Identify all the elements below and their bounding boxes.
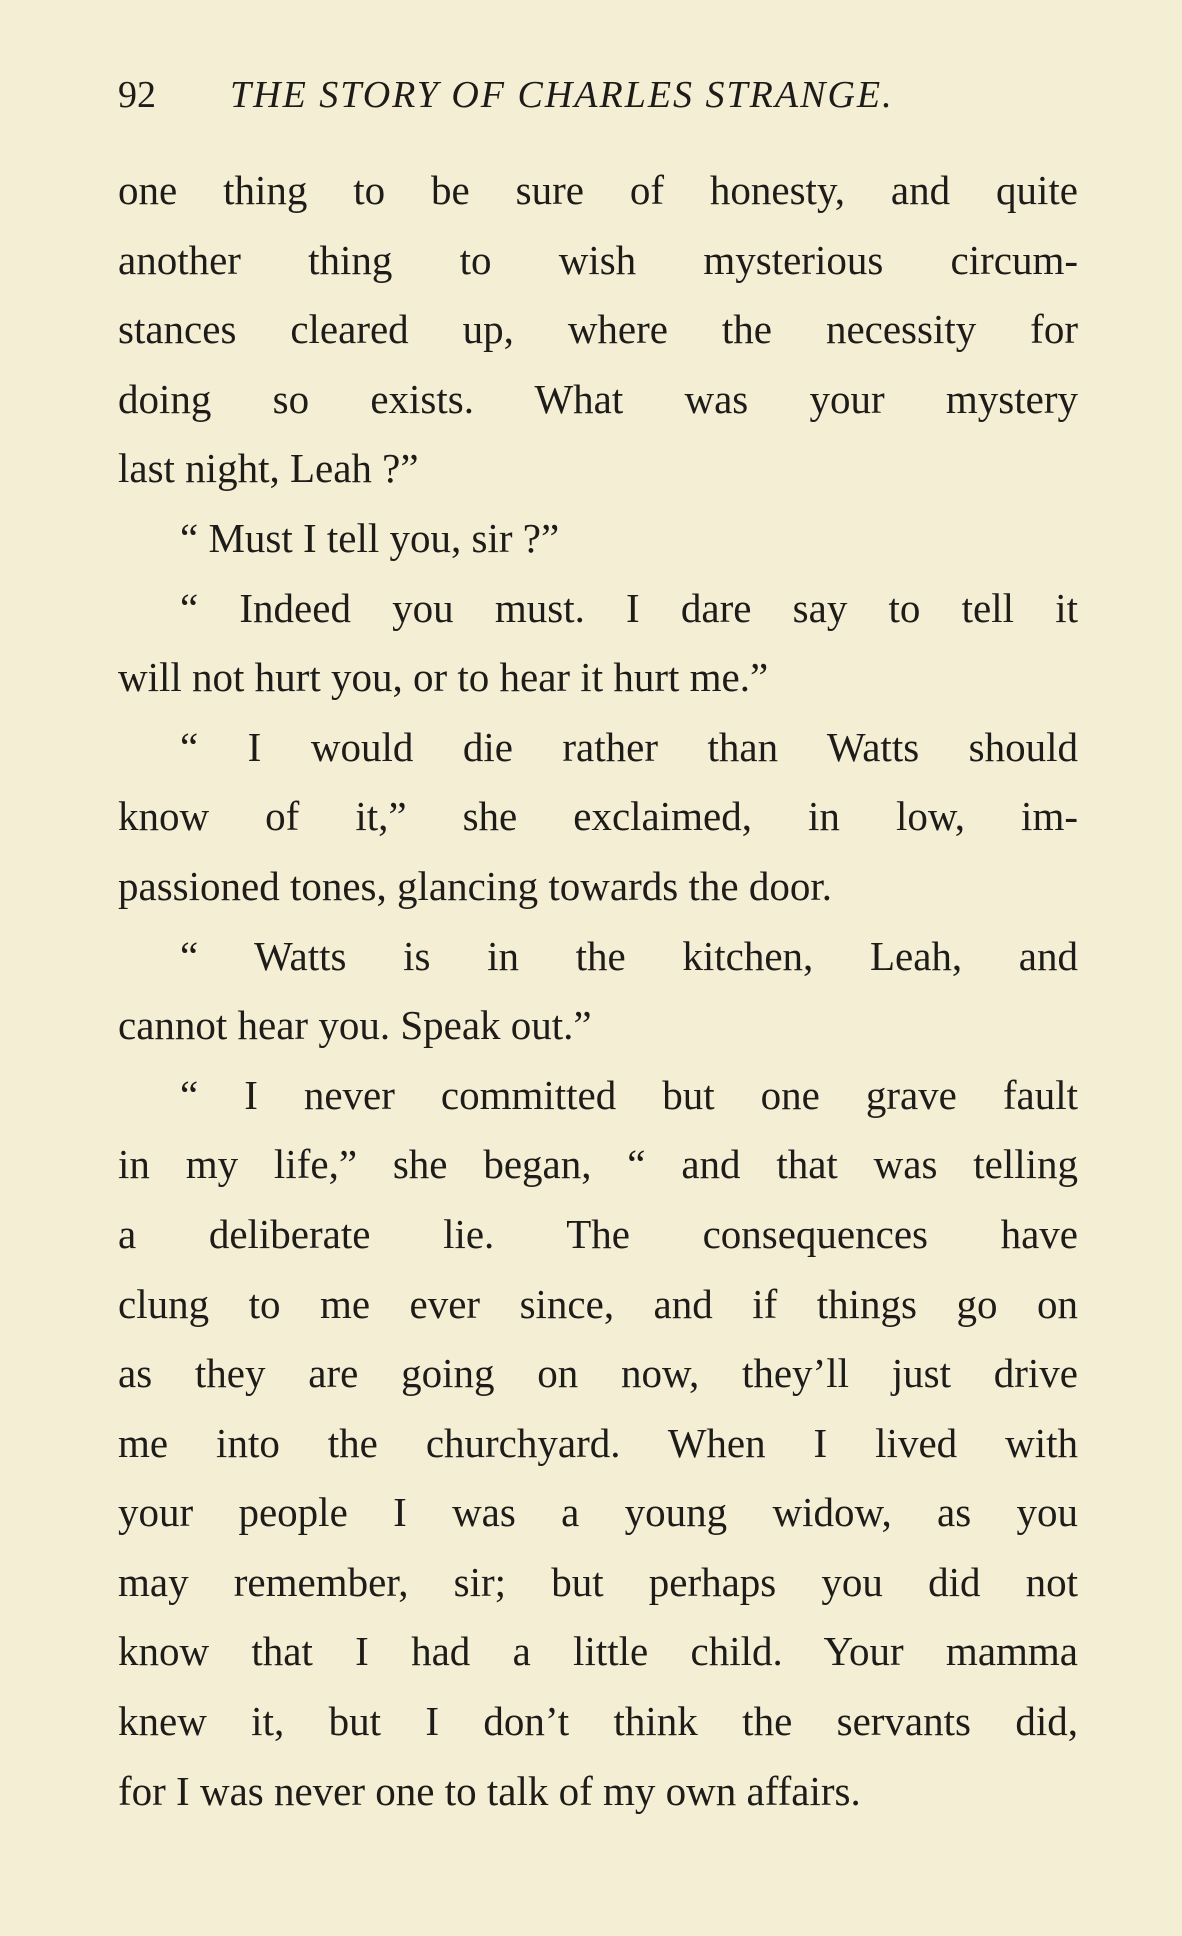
running-title: THE STORY OF CHARLES STRANGE. xyxy=(230,74,894,116)
text-line: know of it,” she exclaimed, in low, im- xyxy=(118,793,1078,840)
text-line: one thing to be sure of honesty, and quite xyxy=(118,167,1078,213)
text-line: a deliberate lie. The consequences have xyxy=(118,1210,1078,1257)
text-line: will not hurt you, or to hear it hurt me.” xyxy=(118,654,769,701)
text-line: as they are going on now, they’ll just drive xyxy=(118,1350,1078,1397)
text-line: “ Watts is in the kitchen, Leah, and xyxy=(180,932,1078,979)
text-line: in my life,” she began, “ and that was telling xyxy=(118,1141,1078,1188)
text-line: may remember, sir; but perhaps you did not xyxy=(118,1558,1078,1605)
text-line: “ I never committed but one grave fault xyxy=(180,1071,1078,1118)
text-line: for I was never one to talk of my own affairs. xyxy=(118,1767,861,1814)
text-line: “ I would die rather than Watts should xyxy=(180,723,1078,770)
text-line: clung to me ever since, and if things go on xyxy=(118,1280,1078,1327)
running-head xyxy=(118,70,1118,120)
text-line: know that I had a little child. Your mamma xyxy=(118,1628,1078,1675)
text-line: last night, Leah ?” xyxy=(118,445,419,492)
text-line: me into the churchyard. When I lived with xyxy=(118,1419,1078,1466)
text-line: another thing to wish mysterious circum- xyxy=(118,236,1078,283)
page-number: 92 xyxy=(118,74,156,116)
text-line: stances cleared up, where the necessity for xyxy=(118,306,1078,353)
text-line: knew it, but I don’t think the servants did, xyxy=(118,1698,1078,1745)
text-line: “ Must I tell you, sir ?” xyxy=(180,514,560,561)
text-line: cannot hear you. Speak out.” xyxy=(118,1002,592,1049)
text-line: doing so exists. What was your mystery xyxy=(118,375,1078,422)
body-text xyxy=(118,156,1078,1826)
text-line: passioned tones, glancing towards the door. xyxy=(118,862,832,909)
text-line: your people I was a young widow, as you xyxy=(118,1489,1078,1536)
text-line: “ Indeed you must. I dare say to tell it xyxy=(180,584,1078,631)
